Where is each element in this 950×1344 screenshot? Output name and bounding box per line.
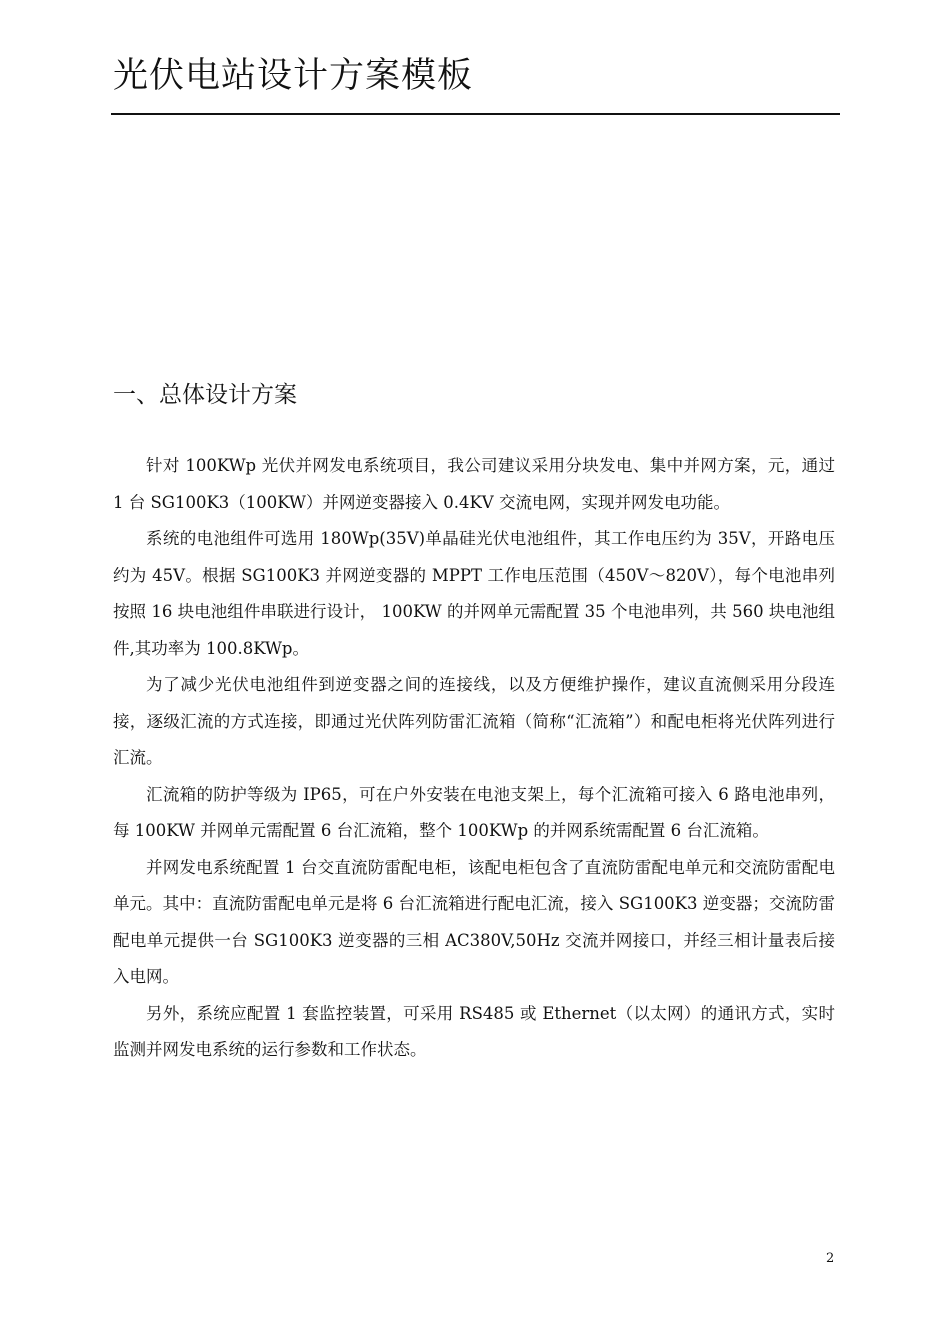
paragraph: 系统的电池组件可选用 180Wp(35V)单晶硅光伏电池组件，其工作电压约为 35V，开路电压约为 45V。根据 SG100K3 并网逆变器的 MPPT 工作电压范围（450V～820V），每个电池串列按照 16 块电池组件串联进行设计， 100KW 的并网单元需配置 35 个电池串列，共 560 块电池组件,其功率为 100.8KWp。 bbox=[113, 529, 835, 658]
page-number: 2 bbox=[826, 1251, 835, 1266]
paragraph: 另外，系统应配置 1 套监控装置，可采用 RS485 或 Ethernet（以太网）的通讯方式，实时监测并网发电系统的运行参数和工作状态。 bbox=[113, 1003, 835, 1059]
title-underline bbox=[111, 113, 840, 115]
document-body bbox=[113, 448, 835, 1069]
paragraph: 汇流箱的防护等级为 IP65，可在户外安装在电池支架上，每个汇流箱可接入 6 路电池串列，每 100KW 并网单元需配置 6 台汇流箱，整个 100KWp 的并网系统需配置 6 台汇流箱。 bbox=[113, 784, 835, 840]
paragraph: 针对 100KWp 光伏并网发电系统项目，我公司建议采用分块发电、集中并网方案，元，通过 1 台 SG100K3（100KW）并网逆变器接入 0.4KV 交流电网，实现并网发电功能。 bbox=[113, 456, 835, 512]
paragraph: 并网发电系统配置 1 台交直流防雷配电柜，该配电柜包含了直流防雷配电单元和交流防雷配电单元。其中：直流防雷配电单元是将 6 台汇流箱进行配电汇流，接入 SG100K3 逆变器；交流防雷配电单元提供一台 SG100K3 逆变器的三相 AC380V,50Hz 交流并网接口，并经三相计量表后接入电网。 bbox=[113, 857, 835, 986]
document-title: 光伏电站设计方案模板 bbox=[113, 56, 474, 96]
paragraph: 为了减少光伏电池组件到逆变器之间的连接线，以及方便维护操作，建议直流侧采用分段连接，逐级汇流的方式连接，即通过光伏阵列防雷汇流箱（简称“汇流箱”）和配电柜将光伏阵列进行汇流。 bbox=[113, 675, 835, 767]
section-heading: 一、总体设计方案 bbox=[113, 382, 297, 408]
